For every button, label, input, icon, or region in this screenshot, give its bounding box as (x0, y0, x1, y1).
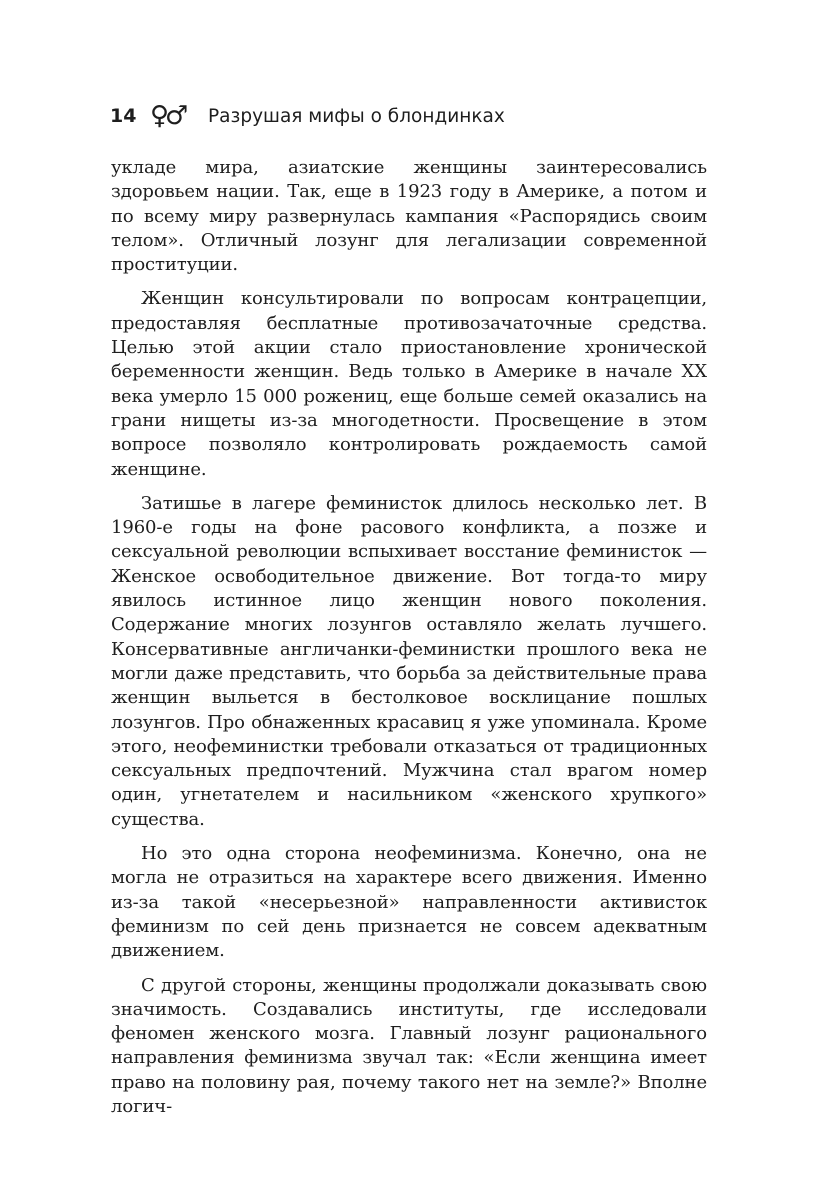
paragraph-3: Затишье в лагере феминисток длилось несколько лет. В 1960-е годы на фоне расового конфликта, а позже и сексуальной революции вспыхивает восстание феминисток — Женское освободительное движение. Вот тогда-то миру явилось истинное лицо женщин нового поколения. Содержание многих лозунгов оставляло желать лучшего. Консервативные англичанки-феминистки прошлого века не могли даже представить, что борьба за действительные права женщин выльется в бестолковое восклицание пошлых лозунгов. Про обнаженных красавиц я уже упоминала. Кроме этого, неофеминистки требовали отказаться от традиционных сексуальных предпочтений. Мужчина стал врагом номер один, угнетателем и насильником «женского хрупкого» существа. (111, 492, 707, 830)
paragraph-5: С другой стороны, женщины продолжали доказывать свою значимость. Создавались институты, где исследовали феномен женского мозга. Главный лозунг рационального направления феминизма звучал так: «Если женщина имеет право на половину рая, почему такого нет на земле?» Вполне логич- (111, 974, 707, 1117)
page-number: 14 (110, 105, 137, 127)
body-text (111, 156, 707, 1129)
paragraph-2: Женщин консультировали по вопросам контрацепции, предоставляя бесплатные противозачаточные средства. Целью этой акции стало приостановление хронической беременности женщин. Ведь только в Америке в начале XX века умерло 15 000 рожениц, еще больше семей оказались на грани нищеты из-за многодетности. Просвещение в этом вопросе позволяло контролировать рождаемость самой женщине. (111, 288, 707, 480)
running-title: Разрушая мифы о блондинках (208, 105, 505, 127)
paragraph-1: укладе мира, азиатские женщины заинтересовались здоровьем нации. Так, еще в 1923 году в Америке, а потом и по всему миру развернулась кампания «Распорядись своим телом». Отличный лозунг для легализации современной проституции. (111, 157, 707, 276)
paragraph-4: Но это одна сторона неофеминизма. Конечно, она не могла не отразиться на характере всего движения. Именно из-за такой «несерьезной» направленности активисток феминизм по сей день признается не совсем адекватным движением. (111, 843, 707, 962)
gender-symbols-icon: ♀♂ (150, 101, 185, 131)
running-header (110, 98, 505, 134)
